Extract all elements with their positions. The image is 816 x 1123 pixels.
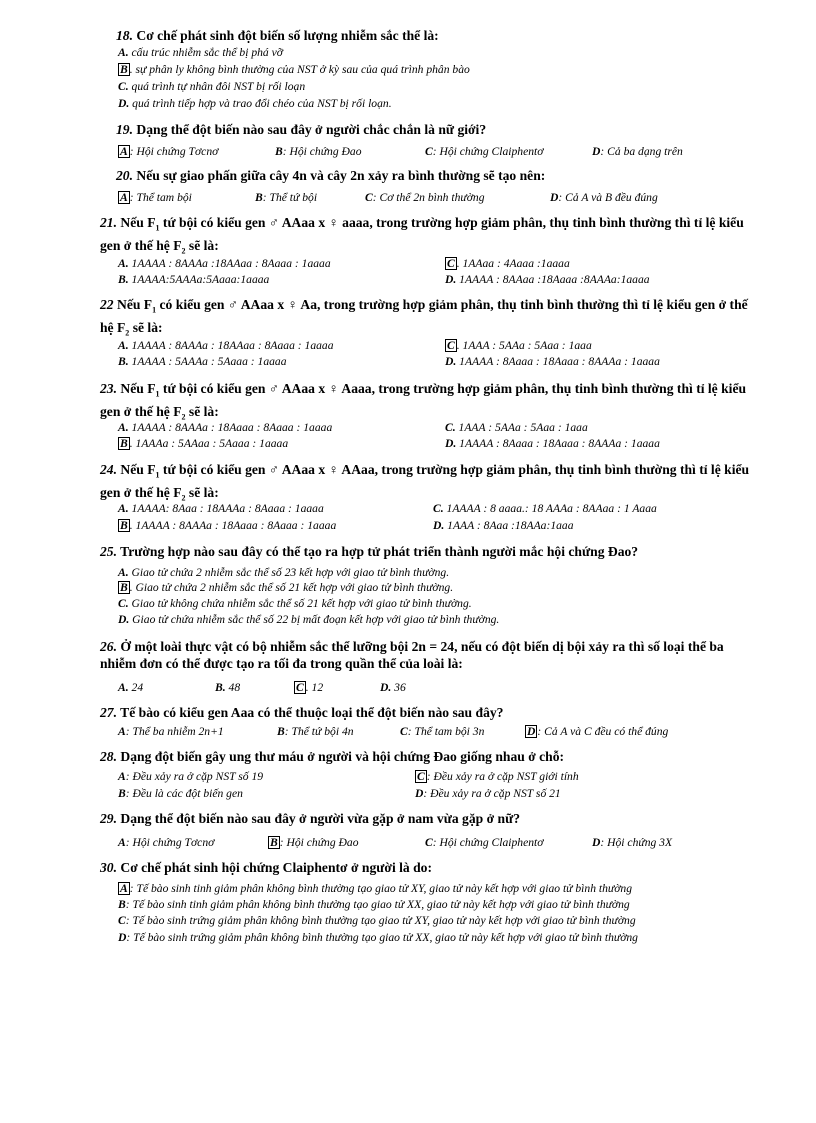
option-text: 1AAAA:5AAAa:5Aaaa:1aaaa	[128, 273, 270, 286]
answer-option[interactable]	[445, 256, 570, 271]
option-letter: A.	[118, 257, 129, 270]
option-text: cấu trúc nhiễm sắc thể bị phá vỡ	[128, 46, 283, 59]
option-text: : Đều xảy ra ở cặp NST số 21	[423, 787, 561, 800]
answer-option[interactable]	[118, 272, 269, 287]
question-text	[100, 704, 756, 721]
option-letter: D.	[380, 681, 392, 694]
option-text: Giao tử chứa nhiễm sắc thể số 22 bị mất đoạn kết hợp với giao tử bình thường.	[129, 613, 500, 626]
option-text: 36	[391, 681, 406, 694]
option-text: 1AAAA : 8AAAa :18AAaa : 8Aaaa : 1aaaa	[128, 257, 331, 270]
subscript: 1	[155, 223, 160, 233]
option-text: 24	[128, 681, 144, 694]
question-text	[100, 461, 756, 506]
answer-option[interactable]	[118, 897, 630, 912]
subscript: 2	[125, 328, 130, 338]
question-stem: sẽ là:	[185, 484, 219, 500]
answer-option[interactable]	[400, 724, 484, 739]
selected-answer-letter: B	[120, 519, 128, 532]
answer-option[interactable]	[294, 680, 323, 695]
option-letter: D.	[118, 613, 130, 626]
option-letter: D.	[118, 97, 130, 110]
option-letter: B	[277, 725, 285, 738]
question-stem: Cơ chế phát sinh hội chứng Claiphentơ ở người là do:	[120, 860, 432, 875]
answer-option[interactable]	[118, 436, 288, 451]
option-letter: C.	[118, 597, 129, 610]
option-letter: A.	[118, 566, 129, 579]
answer-option[interactable]	[445, 338, 592, 353]
option-text: 1AAAA : 8AAaa :18Aaaa :8AAAa:1aaaa	[456, 273, 650, 286]
selected-answer-letter: B	[120, 63, 128, 76]
question-text	[100, 380, 756, 425]
option-letter: C	[365, 191, 373, 204]
option-text: : Hội chứng Tơcnơ	[129, 145, 219, 158]
answer-option[interactable]	[268, 835, 359, 850]
answer-option[interactable]	[592, 835, 672, 850]
option-letter: B.	[118, 273, 129, 286]
question-stem: sẽ là:	[185, 237, 219, 253]
question-text	[116, 167, 756, 184]
answer-option[interactable]	[365, 190, 485, 205]
option-text: 1AAAA : 8AAAa : 18AAaa : 8Aaaa : 1aaaa	[128, 339, 334, 352]
option-letter: B	[118, 787, 126, 800]
option-text: : Thể tam bội	[129, 191, 192, 204]
question-stem: Ở một loài thực vật có bộ nhiễm sắc thể lưỡng bội 2n = 24, nếu có đột biến dị bội xảy ra thì số loại thể ba nhiễm đơn có thể được tạo ra tối đa trong quần thể của loài là:	[100, 639, 724, 671]
answer-option[interactable]	[118, 680, 143, 695]
selected-answer-letter: B	[120, 437, 128, 450]
option-text: : Cơ thể 2n bình thường	[372, 191, 485, 204]
answer-option[interactable]	[275, 144, 362, 159]
question-number: 19.	[116, 122, 133, 137]
option-text: : Tế bào sinh trứng giảm phân không bình thường tạo giao tử XX, giao tử này kết hợp với giao tử bình thường	[126, 931, 638, 944]
question-number: 20.	[116, 168, 133, 183]
option-text: 1AAAA : 8 aaaa.: 18 AAAa : 8AAaa : 1 Aaaa	[443, 502, 657, 515]
option-letter: A.	[118, 502, 129, 515]
option-text: : Thể ba nhiễm 2n+1	[125, 725, 224, 738]
question-stem: Nếu F	[117, 297, 153, 312]
selected-answer-letter: B	[270, 836, 278, 849]
option-letter: C.	[445, 421, 456, 434]
option-letter: A	[118, 836, 126, 849]
question-stem: Cơ chế phát sinh đột biến số lượng nhiễm sắc thể là:	[136, 28, 439, 43]
answer-option[interactable]	[415, 786, 561, 801]
question-stem: Trường hợp nào sau đây có thể tạo ra hợp tử phát triển thành người mắc hội chứng Đao?	[120, 544, 639, 559]
question-text	[116, 27, 756, 44]
option-letter: C	[425, 145, 433, 158]
question-stem: Tế bào có kiểu gen Aaa có thể thuộc loại thể đột biến nào sau đây?	[120, 705, 504, 720]
answer-option[interactable]	[415, 769, 579, 784]
question-text	[100, 859, 756, 876]
question-stem: có kiểu gen ♂ AAaa x ♀ Aa, trong trường hợp giảm phân, thụ tinh bình thường thì tỉ lệ kiểu gen ở thế hệ F	[100, 297, 748, 335]
question-number: 27.	[100, 705, 117, 720]
answer-option[interactable]	[425, 835, 543, 850]
answer-option[interactable]	[215, 680, 240, 695]
option-text: : Đều xảy ra ở cặp NST số 19	[125, 770, 264, 783]
option-letter: D.	[445, 355, 457, 368]
answer-option[interactable]	[118, 612, 499, 627]
option-letter: D.	[445, 437, 457, 450]
question-text	[100, 214, 756, 259]
option-text: quá trình tự nhân đôi NST bị rối loạn	[128, 80, 306, 93]
option-letter: C	[118, 914, 126, 927]
option-text: : Hội chứng 3X	[600, 836, 673, 849]
option-text: quá trình tiếp hợp và trao đổi chéo của NST bị rối loạn.	[129, 97, 392, 110]
option-letter: D.	[433, 519, 445, 532]
option-text: : Cả A và B đều đúng	[558, 191, 658, 204]
option-text: : Thể tứ bội	[262, 191, 318, 204]
option-text: : Tế bào sinh tinh giảm phân không bình thường tạo giao tử XY, giao tử này kết hợp với giao tử bình thường	[129, 882, 633, 895]
option-letter: D.	[445, 273, 457, 286]
answer-option[interactable]	[118, 420, 332, 435]
question-number: 30.	[100, 860, 117, 875]
question-stem: tứ bội có kiểu gen ♂ AAaa x ♀ AAaa, trong trường hợp giảm phân, thụ tinh bình thường thì tỉ lệ kiểu gen ở thế hệ F	[100, 462, 750, 500]
question-text	[100, 638, 756, 672]
subscript: 1	[152, 305, 157, 315]
answer-option[interactable]	[118, 79, 305, 94]
answer-option[interactable]	[445, 272, 650, 287]
option-letter: C.	[433, 502, 444, 515]
option-letter: A	[118, 725, 126, 738]
question-text	[100, 748, 756, 765]
question-number: 22	[100, 297, 114, 312]
answer-option[interactable]	[118, 62, 470, 77]
question-number: 29.	[100, 811, 117, 826]
option-letter: C	[425, 836, 433, 849]
question-stem: Nếu F	[120, 462, 156, 477]
answer-option[interactable]	[425, 144, 543, 159]
selected-answer-letter: D	[527, 725, 536, 738]
answer-option[interactable]	[118, 930, 638, 945]
option-text: 1AAAA : 8Aaaa : 18Aaaa : 8AAAa : 1aaaa	[456, 355, 660, 368]
option-text: : Hội chứng Tơcnơ	[125, 836, 215, 849]
option-text: : Tế bào sinh tinh giảm phân không bình thường tạo giao tử XX, giao tử này kết hợp với giao tử bình thường	[125, 898, 630, 911]
question-stem: Nếu F	[120, 215, 156, 230]
question-stem: Nếu sự giao phấn giữa cây 4n và cây 2n xảy ra bình thường sẽ tạo nên:	[136, 168, 546, 183]
option-text: 1AAAA: 8Aaa : 18AAAa : 8Aaaa : 1aaaa	[128, 502, 324, 515]
question-stem: Dạng đột biến gây ung thư máu ở người và hội chứng Đao giống nhau ở chỗ:	[120, 749, 565, 764]
option-letter: D	[592, 145, 601, 158]
subscript: 2	[181, 493, 186, 503]
question-number: 18.	[116, 28, 133, 43]
answer-option[interactable]	[118, 144, 218, 159]
answer-option[interactable]	[118, 190, 192, 205]
option-text: : Cả A và C đều có thể đúng	[537, 725, 669, 738]
answer-option[interactable]	[118, 786, 243, 801]
answer-option[interactable]	[118, 338, 334, 353]
answer-option[interactable]	[118, 724, 224, 739]
selected-answer-letter: C	[447, 339, 455, 352]
subscript: 1	[155, 389, 160, 399]
answer-option[interactable]	[118, 45, 283, 60]
option-letter: A.	[118, 681, 129, 694]
option-text: 1AAA : 5AAa : 5Aaa : 1aaa	[455, 421, 588, 434]
option-text: . 1AAaa : 4Aaaa :1aaaa	[456, 257, 570, 270]
option-letter: B	[275, 145, 283, 158]
answer-option[interactable]	[550, 190, 658, 205]
answer-option[interactable]	[118, 256, 331, 271]
option-letter: A	[118, 770, 126, 783]
answer-option[interactable]	[255, 190, 317, 205]
answer-option[interactable]	[118, 518, 336, 533]
question-text	[100, 296, 756, 341]
option-text: 1AAAA : 5AAAa : 5Aaaa : 1aaaa	[128, 355, 287, 368]
option-text: . 1AAA : 5AAa : 5Aaa : 1aaa	[456, 339, 592, 352]
answer-option[interactable]	[118, 913, 636, 928]
question-stem: sẽ là:	[185, 403, 219, 419]
question-stem: tứ bội có kiểu gen ♂ AAaa x ♀ aaaa, trong trường hợp giảm phân, thụ tinh bình thường thì tỉ lệ kiểu gen ở thế hệ F	[100, 215, 744, 253]
option-letter: A.	[118, 46, 129, 59]
answer-option[interactable]	[118, 881, 632, 896]
answer-option[interactable]	[433, 501, 657, 516]
option-text: : Tế bào sinh trứng giảm phân không bình thường tạo giao tử XY, giao tử này kết hợp với giao tử bình thường	[125, 914, 636, 927]
answer-option[interactable]	[118, 580, 453, 595]
selected-answer-letter: A	[120, 191, 128, 204]
question-text	[116, 121, 756, 138]
question-number: 21.	[100, 215, 117, 230]
question-stem: Dạng thể đột biến nào sau đây ở người chắc chắn là nữ giới?	[136, 122, 487, 137]
option-letter: D	[592, 836, 601, 849]
selected-answer-letter: A	[120, 145, 128, 158]
answer-option[interactable]	[277, 724, 354, 739]
option-letter: C.	[118, 80, 129, 93]
option-text: . 1AAAa : 5AAaa : 5Aaaa : 1aaaa	[129, 437, 289, 450]
question-stem: sẽ là:	[129, 319, 163, 335]
option-text: : Hội chứng Đao	[279, 836, 359, 849]
answer-option[interactable]	[118, 596, 472, 611]
option-text: 1AAA : 8Aaa :18AAa:1aaa	[444, 519, 574, 532]
option-letter: A.	[118, 421, 129, 434]
option-text: : Thể tam bội 3n	[407, 725, 485, 738]
question-stem: Dạng thể đột biến nào sau đây ở người vừa gặp ở nam vừa gặp ở nữ?	[120, 811, 521, 826]
option-letter: C	[400, 725, 408, 738]
option-text: . 1AAAA : 8AAAa : 18Aaaa : 8Aaaa : 1aaaa	[129, 519, 337, 532]
answer-option[interactable]	[118, 96, 392, 111]
question-stem: Nếu F	[120, 381, 156, 396]
selected-answer-letter: C	[447, 257, 455, 270]
option-letter: B	[255, 191, 263, 204]
question-text	[100, 810, 756, 827]
option-letter: A.	[118, 339, 129, 352]
subscript: 1	[155, 470, 160, 480]
answer-option[interactable]	[592, 144, 683, 159]
question-number: 28.	[100, 749, 117, 764]
option-text: : Cả ba dạng trên	[600, 145, 683, 158]
answer-option[interactable]	[445, 354, 660, 369]
question-number: 23.	[100, 381, 117, 396]
option-letter: B.	[215, 681, 226, 694]
option-letter: B.	[118, 355, 129, 368]
selected-answer-letter: C	[296, 681, 304, 694]
option-text: . Giao tử chứa 2 nhiễm sắc thể số 21 kết hợp với giao tử bình thường.	[129, 581, 454, 594]
answer-option[interactable]	[525, 724, 668, 739]
option-letter: D	[415, 787, 424, 800]
answer-option[interactable]	[118, 769, 263, 784]
option-text: : Hội chứng Claiphentơ	[432, 145, 544, 158]
option-text: 48	[225, 681, 241, 694]
option-text: : Đều là các đột biến gen	[125, 787, 243, 800]
question-number: 26.	[100, 639, 117, 654]
answer-option[interactable]	[118, 501, 324, 516]
option-text: : Hội chứng Đao	[282, 145, 362, 158]
answer-option[interactable]	[118, 354, 287, 369]
option-text: : Hội chứng Claiphentơ	[432, 836, 544, 849]
option-text: 1AAAA : 8AAAa : 18Aaaa : 8Aaaa : 1aaaa	[128, 421, 333, 434]
answer-option[interactable]	[433, 518, 574, 533]
answer-option[interactable]	[445, 420, 588, 435]
option-text: . 12	[305, 681, 324, 694]
question-text	[100, 543, 756, 560]
answer-option[interactable]	[445, 436, 660, 451]
option-text: : Thể tứ bội 4n	[284, 725, 354, 738]
question-number: 25.	[100, 544, 117, 559]
subscript: 2	[181, 412, 186, 422]
selected-answer-letter: A	[120, 882, 128, 895]
answer-option[interactable]	[380, 680, 406, 695]
selected-answer-letter: B	[120, 581, 128, 594]
option-text: . sự phân ly không bình thường của NST ở kỳ sau của quá trình phân bào	[129, 63, 470, 76]
option-text: Giao tử chứa 2 nhiễm sắc thể số 23 kết hợp với giao tử bình thường.	[128, 566, 450, 579]
subscript: 2	[181, 246, 186, 256]
selected-answer-letter: C	[417, 770, 425, 783]
option-text: 1AAAA : 8Aaaa : 18Aaaa : 8AAAa : 1aaaa	[456, 437, 660, 450]
option-letter: D	[550, 191, 559, 204]
question-stem: tứ bội có kiểu gen ♂ AAaa x ♀ Aaaa, trong trường hợp giảm phân, thụ tinh bình thường thì tỉ lệ kiểu gen ở thế hệ F	[100, 381, 747, 419]
answer-option[interactable]	[118, 835, 214, 850]
option-letter: B	[118, 898, 126, 911]
option-letter: D	[118, 931, 127, 944]
option-text: : Đều xảy ra ở cặp NST giới tính	[426, 770, 579, 783]
question-number: 24.	[100, 462, 117, 477]
answer-option[interactable]	[118, 565, 449, 580]
option-text: Giao tử không chứa nhiễm sắc thể số 21 kết hợp với giao tử bình thường.	[128, 597, 472, 610]
